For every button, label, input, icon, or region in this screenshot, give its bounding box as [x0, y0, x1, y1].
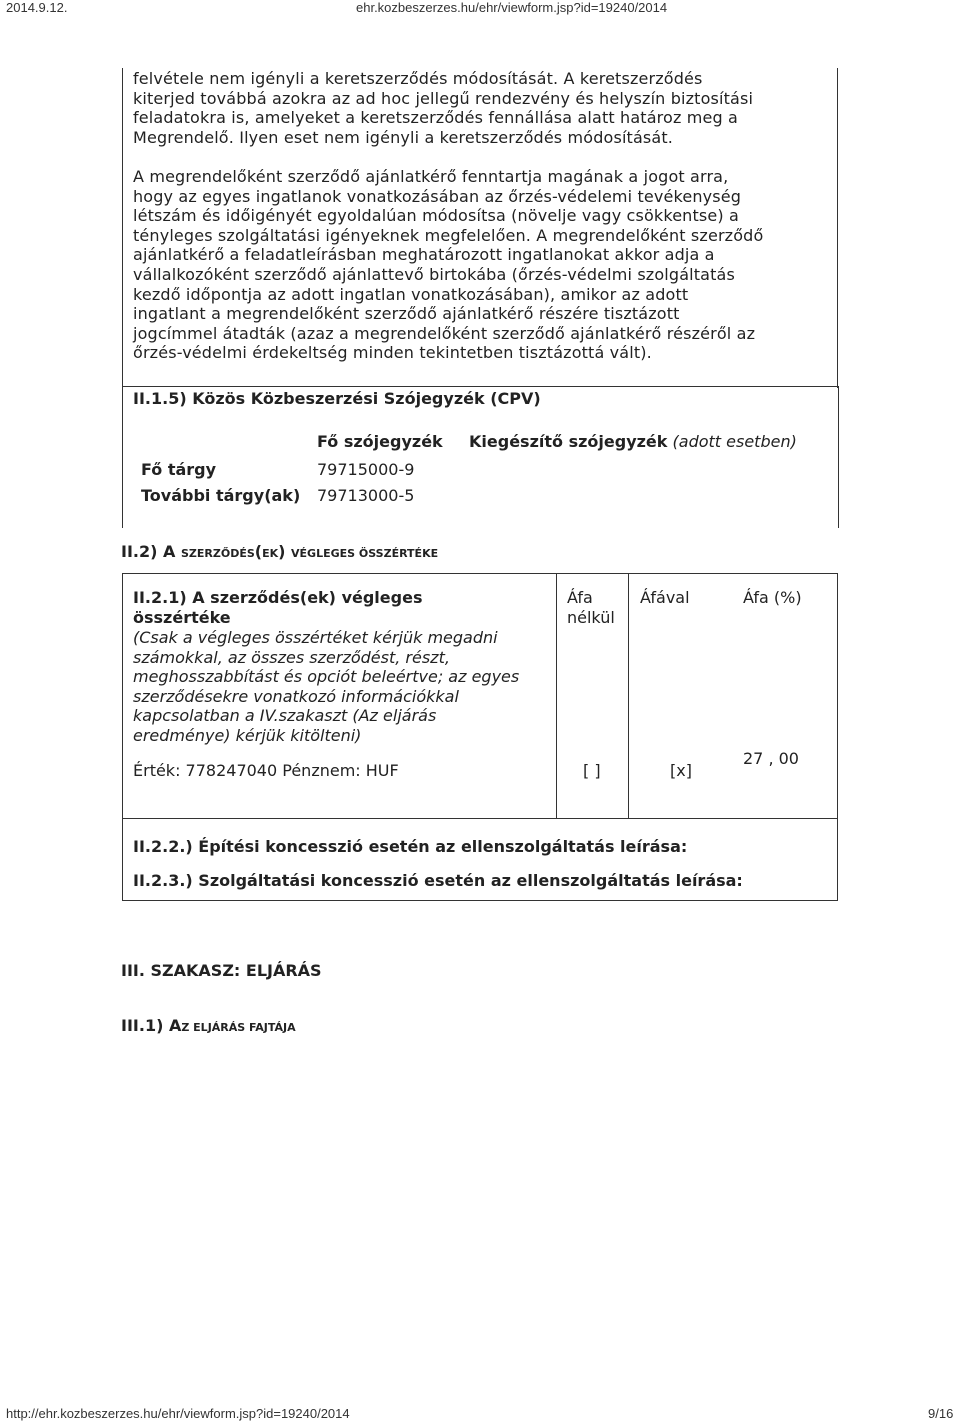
gross-checkbox-mark: [x]: [670, 761, 692, 780]
value-box-divider: [122, 818, 838, 819]
cpv-main-code: 79715000-9: [317, 460, 415, 479]
box-right-border: [837, 68, 838, 388]
paragraph-line: A megrendelőként szerződő ajánlatkérő fenntartja magának a jogot arra,: [133, 167, 729, 186]
paragraph-line: jogcímmel átadták (azaz a megrendelőként szerződő ajánlatkérő részéről az: [133, 323, 756, 343]
works-concession: II.2.2.) Építési koncesszió esetén az ellenszolgáltatás leírása:: [133, 837, 688, 856]
paragraph-line: őrzés-védelmi érdekeltség minden tekintetben tisztázottá vált).: [133, 343, 652, 363]
paragraph-line: hogy az egyes ingatlanok vonatkozásában az őrzés-védelemi tevékenység: [133, 186, 742, 206]
section-iii-title: III. SZAKASZ: ELJÁRÁS: [121, 961, 322, 980]
paragraph-line: létszám és időigényét egyoldalúan módosítsa (növelje vagy csökkentse) a: [133, 206, 739, 226]
col-net-label-line2: nélkül: [567, 608, 615, 627]
value-note: [133, 628, 519, 746]
value-box-left: [122, 573, 123, 901]
cpv-main-label: Fő tárgy: [141, 460, 217, 479]
value-box-bottom: [122, 900, 838, 901]
value-box-top: [122, 573, 838, 574]
value-note-line: eredménye) kérjük kitölteni): [133, 725, 362, 745]
print-url: ehr.kozbeszerzes.hu/ehr/viewform.jsp?id=19240/2014: [356, 0, 668, 15]
cpv-col-supp-label: Kiegészítő szójegyzék: [469, 432, 668, 451]
cpv-other-code: 79713000-5: [317, 486, 415, 505]
paragraph-line: ingatlant a megrendelőként szerződő ajánlatkérő részére tisztázott: [133, 304, 680, 324]
vat-rate-value: 27 , 00: [743, 749, 799, 768]
cpv-col-main: Fő szójegyzék: [317, 432, 443, 451]
value-box-col-sep-2: [628, 573, 629, 819]
paragraph-2: [133, 167, 763, 363]
box-divider: [122, 386, 838, 387]
cpv-col-supplementary: [469, 432, 797, 451]
value-amount: Érték: 778247040 Pénznem: HUF: [133, 761, 399, 780]
cpv-right-border: [838, 386, 839, 528]
print-date: 2014.9.12.: [6, 0, 68, 15]
value-note-line: (Csak a végleges összértéket kérjük megadni: [133, 628, 498, 647]
section-ii2-heading: II.2) A SZERZŐDÉS(EK) VÉGLEGES ÖSSZÉRTÉKE: [121, 542, 439, 561]
services-concession: II.2.3.) Szolgáltatási koncesszió esetén az ellenszolgáltatás leírása:: [133, 871, 743, 890]
col-net-label-line1: Áfa: [567, 588, 593, 607]
print-page-number: 9/16: [928, 1406, 954, 1421]
net-checkbox-mark: [ ]: [583, 761, 601, 780]
value-note-line: szerződésekre vonatkozó információkkal: [133, 686, 459, 706]
cpv-heading: II.1.5) Közös Közbeszerzési Szójegyzék (CPV): [133, 389, 541, 408]
value-box-col-sep-1: [556, 573, 557, 819]
paragraph-line: Megrendelő. Ilyen eset nem igényli a keretszerződés módosítását.: [133, 127, 674, 147]
box-left-border: [122, 68, 123, 528]
value-note-line: kapcsolatban a IV.szakaszt (Az eljárás: [133, 706, 437, 726]
value-note-line: meghosszabbítást és opciót beleértve; az egyes: [133, 667, 520, 687]
paragraph-line: vállalkozóként szerződő ajánlattevő birtokába (őrzés-védelmi szolgáltatás: [133, 264, 735, 284]
paragraph-line: tényleges szolgáltatási igényeknek megfelelően. A megrendelőként szerződő: [133, 225, 764, 245]
paragraph-line: felvétele nem igényli a keretszerződés módosítását. A keretszerződés: [133, 69, 703, 88]
paragraph-line: kezdő időpontja az adott ingatlan vonatkozásában), amikor az adott: [133, 284, 689, 304]
paragraph-line: ajánlatkérő a feladatleírásban meghatározott ingatlanokat akkor adja a: [133, 245, 715, 265]
paragraph-line: kiterjed továbbá azokra az ad hoc jellegű rendezvény és helyszín biztosítási: [133, 88, 754, 108]
value-title-line1: II.2.1) A szerződés(ek) végleges: [133, 588, 423, 607]
section-iii1-heading: III.1) AZ ELJÁRÁS FAJTÁJA: [121, 1016, 296, 1035]
value-note-line: számokkal, az összes szerződést, részt,: [133, 647, 450, 667]
paragraph-1: [133, 69, 753, 147]
col-vat-label: Áfa (%): [743, 588, 802, 607]
print-footer-url: http://ehr.kozbeszerzes.hu/ehr/viewform.jsp?id=19240/2014: [6, 1406, 350, 1421]
cpv-other-label: További tárgy(ak): [141, 486, 301, 505]
value-box-right: [837, 573, 838, 901]
col-gross-label: Áfával: [640, 588, 690, 607]
paragraph-line: feladatokra is, amelyeket a keretszerződés fennállása alatt határoz meg a: [133, 108, 738, 128]
cpv-col-supp-note: (adott esetben): [672, 432, 797, 451]
value-title-line2: összértéke: [133, 608, 231, 627]
